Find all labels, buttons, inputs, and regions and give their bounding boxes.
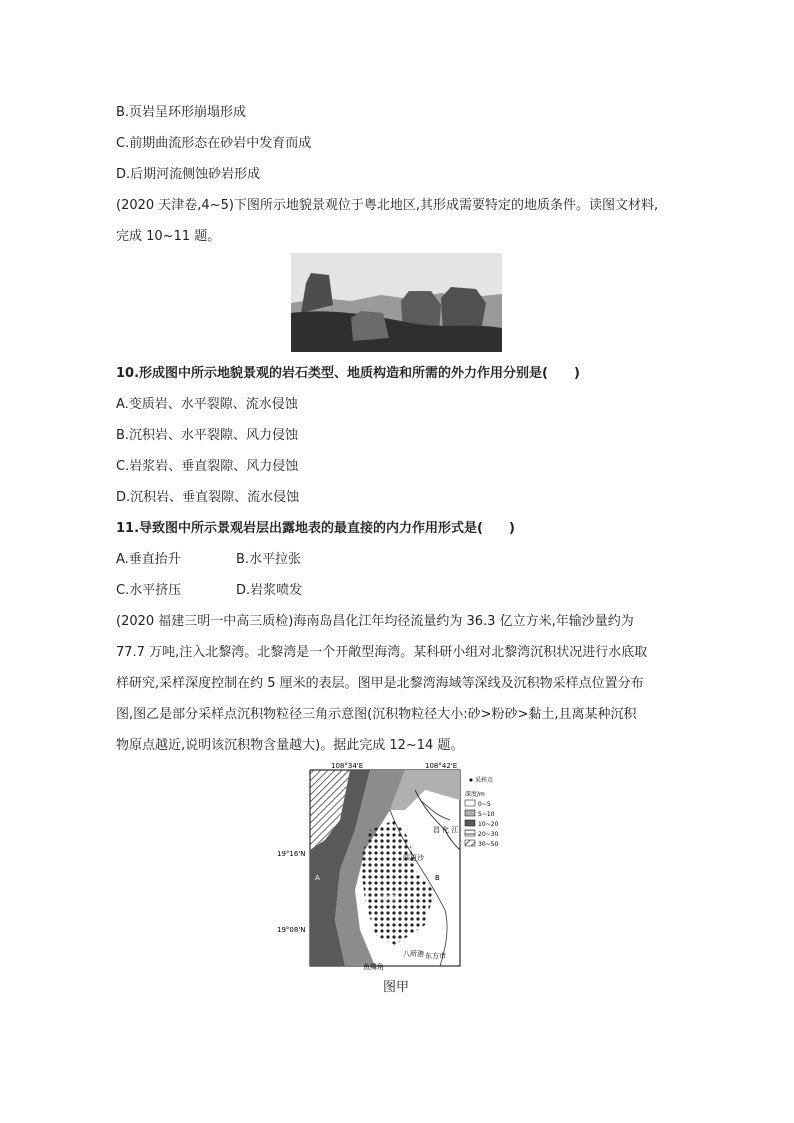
bathymetry-map-drawing	[277, 760, 525, 972]
legend-point-label: 采样点	[475, 777, 494, 784]
legend-label-1: 0~5	[478, 801, 491, 808]
q11-option-c: C.水平挤压	[116, 583, 182, 598]
passage-line-1: (2020 福建三明一中高三质检)海南岛昌化江年均径流量约为 36.3 亿立方米,年输沙量约为	[116, 614, 634, 629]
q10-option-a: A.变质岩、水平裂隙、流水侵蚀	[116, 397, 298, 412]
legend-label-3: 10~20	[478, 821, 499, 828]
lon-label-2: 108°42'E	[425, 762, 458, 770]
point-label-b: B	[435, 874, 440, 882]
legend-title: 深度/m	[465, 791, 485, 798]
passage-line-2: 77.7 万吨,注入北黎湾。北黎湾是一个开敞型海湾。某科研小组对北黎湾沉积状况进行水底取	[116, 645, 648, 660]
intro-10-11-line2: 完成 10~11 题。	[116, 229, 221, 244]
passage-line-3: 样研究,采样深度控制在约 5 厘米的表层。图甲是北黎湾海域等深线及沉积物采样点位置分布	[116, 676, 644, 691]
q10-option-c: C.岩浆岩、垂直裂隙、风力侵蚀	[116, 459, 299, 474]
q11-option-a: A.垂直抬升	[116, 552, 181, 567]
landform-photo-drawing	[291, 253, 502, 352]
bottom-label: 鱼鳞角	[363, 963, 384, 971]
legend-swatch-3	[465, 820, 475, 826]
option-b-prev: B.页岩呈环形崩塌形成	[116, 105, 247, 120]
place-label-4: 东方市	[425, 952, 446, 960]
landform-photo	[291, 253, 502, 352]
passage-line-5: 物原点越近,说明该沉积物含量越大)。据此完成 12~14 题。	[116, 738, 464, 753]
question-10: 10.形成图中所示地貌景观的岩石类型、地质构造和所需的外力作用分别是( )	[116, 366, 580, 381]
passage-line-4: 图,图乙是部分采样点沉积物粒径三角示意图(沉积物粒径大小:砂>粉砂>黏土,且离某种沉积	[116, 707, 637, 722]
place-label-1: 四更沙	[403, 854, 424, 862]
q10-option-d: D.沉积岩、垂直裂隙、流水侵蚀	[116, 490, 300, 505]
legend-swatch-5	[465, 840, 475, 846]
legend-label-5: 30~50	[478, 841, 499, 848]
q10-option-b: B.沉积岩、水平裂隙、风力侵蚀	[116, 428, 299, 443]
legend-label-2: 5~10	[478, 811, 495, 818]
bathymetry-map	[277, 760, 525, 972]
figure-caption: 图甲	[383, 980, 410, 995]
legend-swatch-2	[465, 810, 475, 816]
question-11: 11.导致图中所示景观岩层出露地表的最直接的内力作用形式是( )	[116, 521, 515, 536]
legend-point-marker	[470, 779, 473, 782]
legend-swatch-1	[465, 800, 475, 806]
q11-option-d: D.岩浆喷发	[236, 583, 303, 598]
river-label: 昌 化 江	[433, 826, 459, 834]
lat-label-2: 19°08'N	[277, 926, 306, 934]
lon-label-1: 108°34'E	[331, 762, 364, 770]
intro-10-11-line1: (2020 天津卷,4~5)下图所示地貌景观位于粤北地区,其形成需要特定的地质条件。读图文材料,	[116, 198, 659, 213]
lat-label-1: 19°16'N	[277, 850, 306, 858]
place-label-2: 北黎湾	[375, 894, 396, 902]
option-c-prev: C.前期曲流形态在砂岩中发育而成	[116, 136, 312, 151]
place-label-3: 八所港	[403, 950, 424, 958]
point-label-a: A	[315, 874, 320, 882]
option-d-prev: D.后期河流侧蚀砂岩形成	[116, 167, 261, 182]
legend-swatch-4	[465, 830, 475, 836]
q11-option-b: B.水平拉张	[236, 552, 302, 567]
legend-label-4: 20~30	[478, 831, 499, 838]
